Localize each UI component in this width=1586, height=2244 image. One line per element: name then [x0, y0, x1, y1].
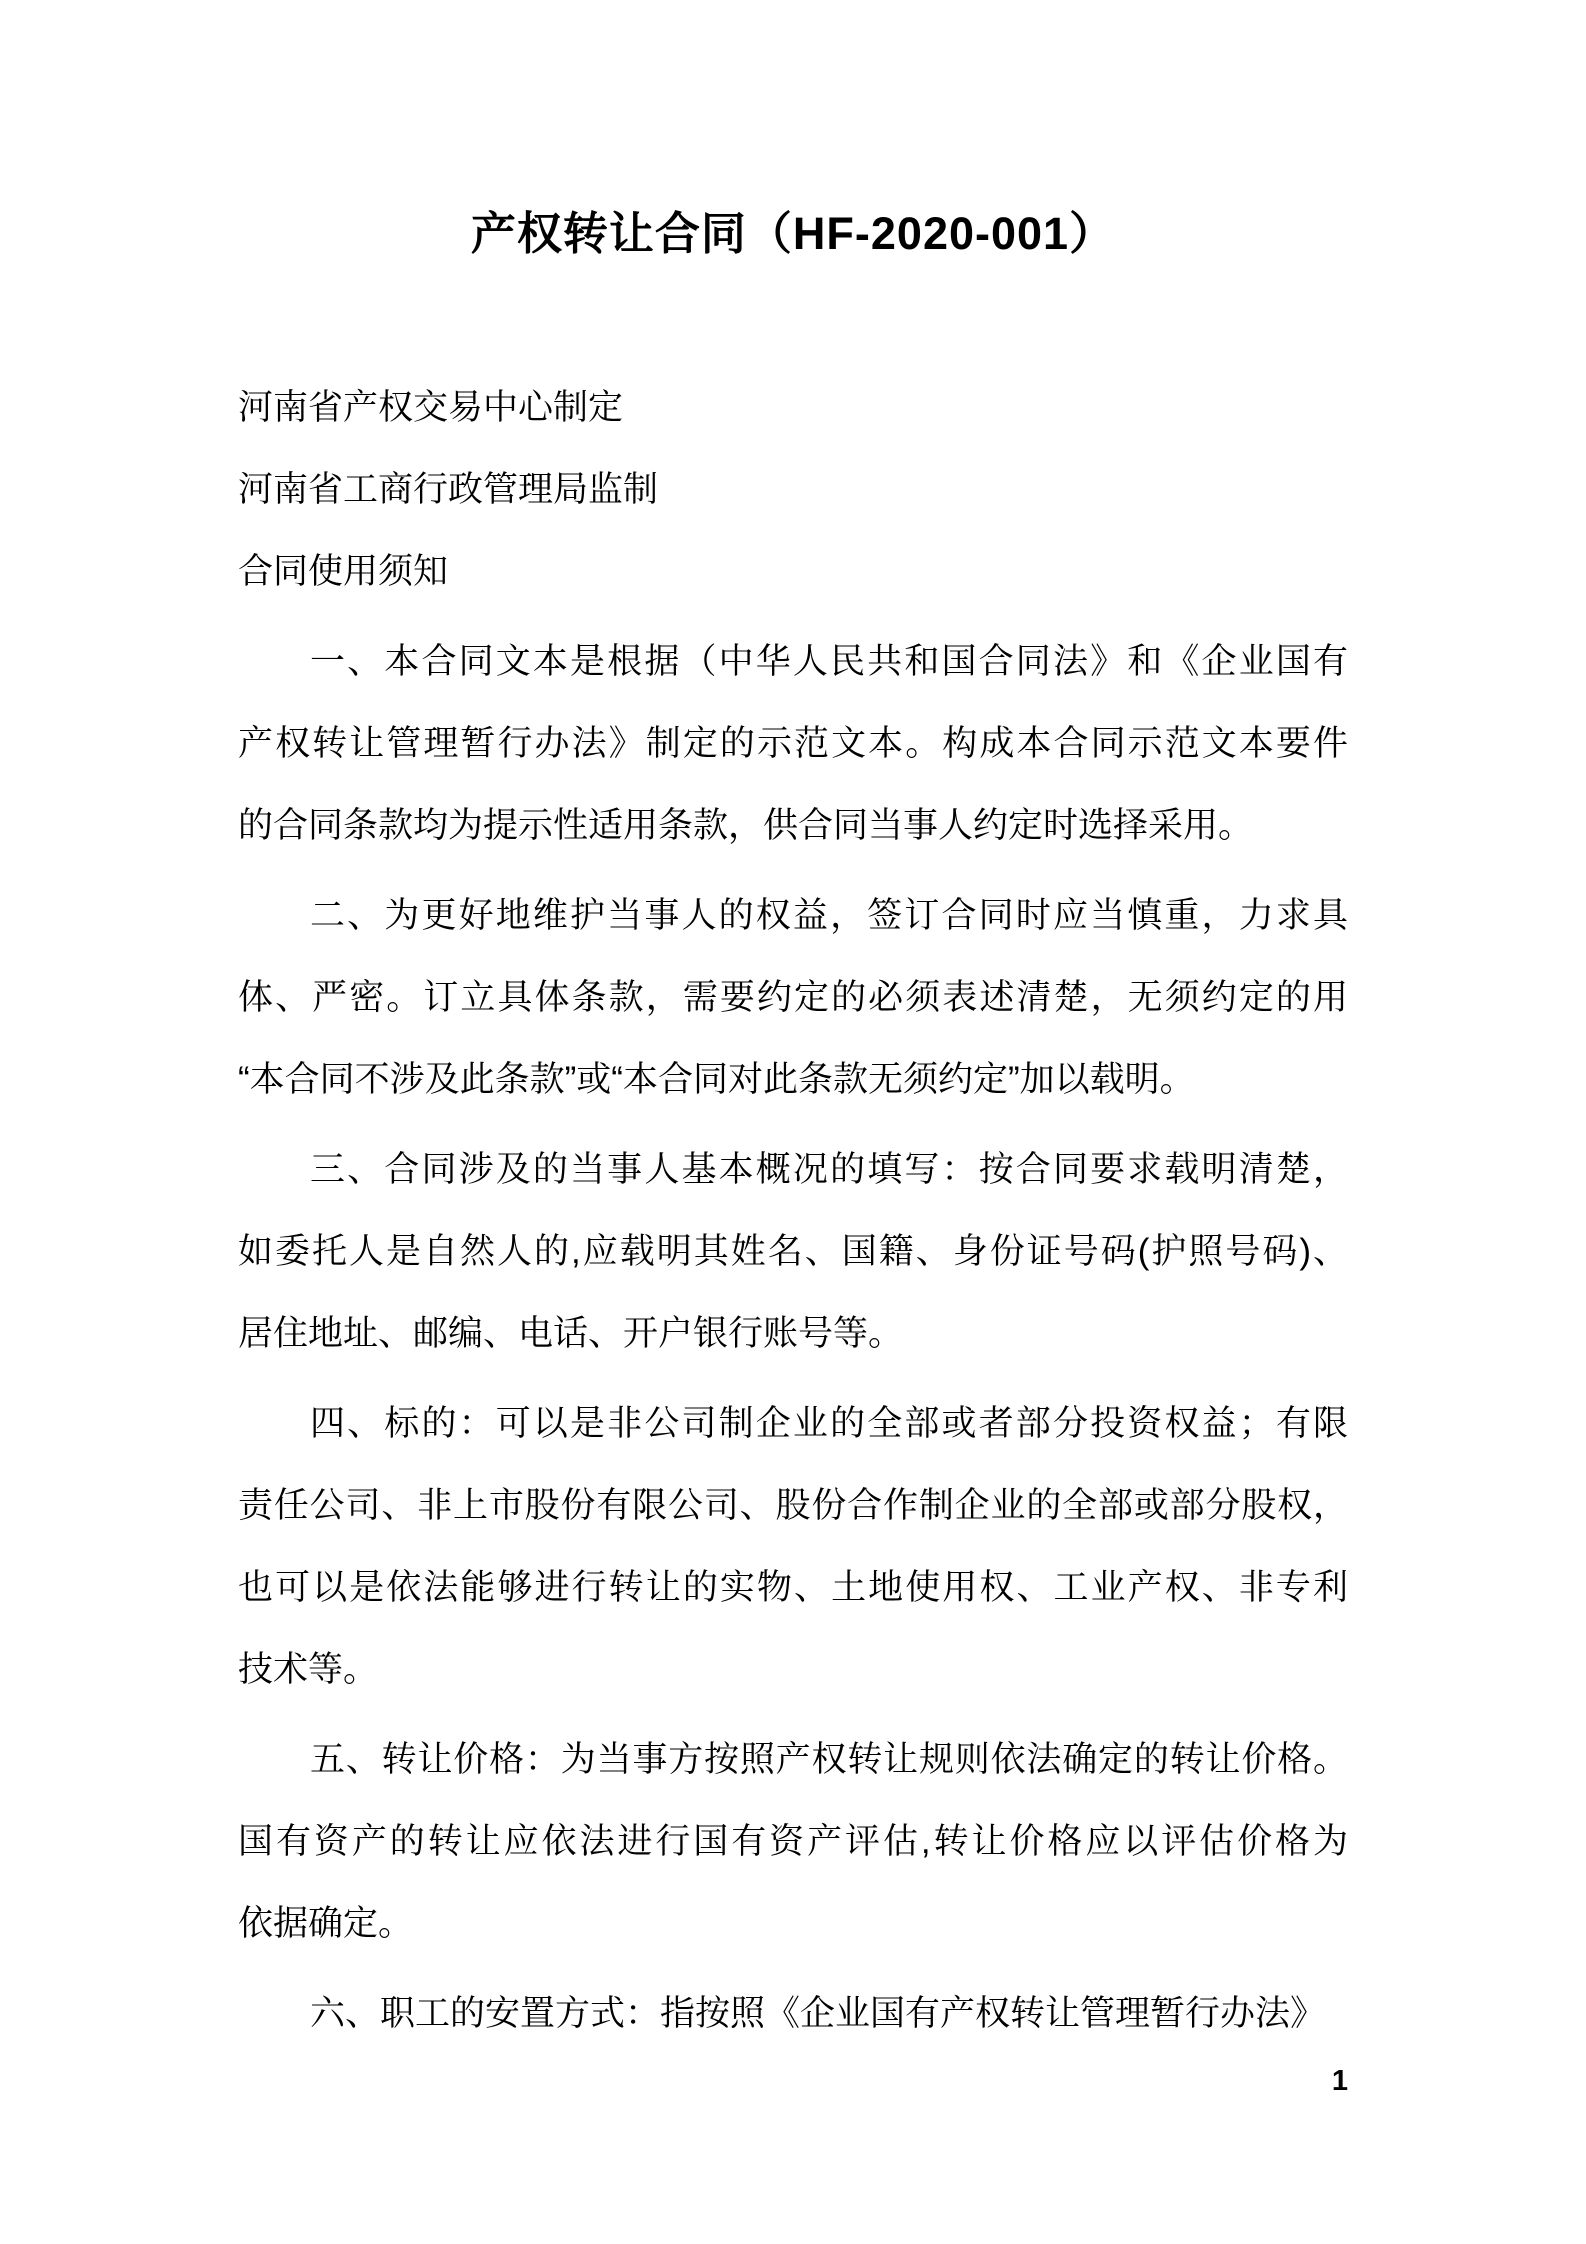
numbered-paragraph: [238, 1973, 1348, 2055]
document-body: [238, 367, 1348, 2099]
paragraph-line: 产权转让管理暂行办法》制定的示范文本。构成本合同示范文本要件: [238, 724, 1348, 763]
notice-paragraphs: [238, 621, 1348, 2055]
paragraph-line: 六、职工的安置方式：指按照《企业国有产权转让管理暂行办法》: [310, 1994, 1326, 2033]
intro-block: [238, 367, 1348, 613]
paragraph-line: 五、转让价格：为当事方按照产权转让规则依法确定的转让价格。: [310, 1740, 1348, 1779]
numbered-paragraph: [238, 1383, 1348, 1711]
numbered-paragraph: [238, 1719, 1348, 1965]
paragraph-line: 三、合同涉及的当事人基本概况的填写：按合同要求载明清楚，: [310, 1150, 1348, 1189]
paragraph-line: 一、本合同文本是根据（中华人民共和国合同法》和《企业国有: [310, 642, 1348, 681]
paragraph-line: 的合同条款均为提示性适用条款，供合同当事人约定时选择采用。: [238, 806, 1254, 845]
paragraph-line: 依据确定。: [238, 1904, 414, 1943]
document-title: 产权转让合同（HF-2020-001）: [470, 208, 1116, 259]
paragraph-line: “本合同不涉及此条款”或“本合同对此条款无须约定”加以载明。: [238, 1060, 1195, 1099]
paragraph-line: 二、为更好地维护当事人的权益，签订合同时应当慎重，力求具: [310, 896, 1348, 935]
paragraph-line: 责任公司、非上市股份有限公司、股份合作制企业的全部或部分股权，: [238, 1486, 1348, 1525]
numbered-paragraph: [238, 875, 1348, 1121]
numbered-paragraph: [238, 621, 1348, 867]
numbered-paragraph: [238, 1129, 1348, 1375]
paragraph-line: 如委托人是自然人的,应载明其姓名、国籍、身份证号码(护照号码)、: [238, 1232, 1348, 1271]
paragraph-line: 居住地址、邮编、电话、开户银行账号等。: [238, 1314, 904, 1353]
intro-line: 河南省工商行政管理局监制: [238, 470, 659, 509]
intro-line: 河南省产权交易中心制定: [238, 388, 624, 427]
paragraph-line: 体、严密。订立具体条款，需要约定的必须表述清楚，无须约定的用: [238, 978, 1348, 1017]
page-number: 1: [1331, 2065, 1348, 2097]
paragraph-line: 技术等。: [238, 1650, 379, 1689]
paragraph-line: 四、标的：可以是非公司制企业的全部或者部分投资权益；有限: [310, 1404, 1348, 1443]
paragraph-line: 国有资产的转让应依法进行国有资产评估,转让价格应以评估价格为: [238, 1822, 1348, 1861]
intro-line: 合同使用须知: [238, 552, 449, 591]
paragraph-line: 也可以是依法能够进行转让的实物、土地使用权、工业产权、非专利: [238, 1568, 1348, 1607]
